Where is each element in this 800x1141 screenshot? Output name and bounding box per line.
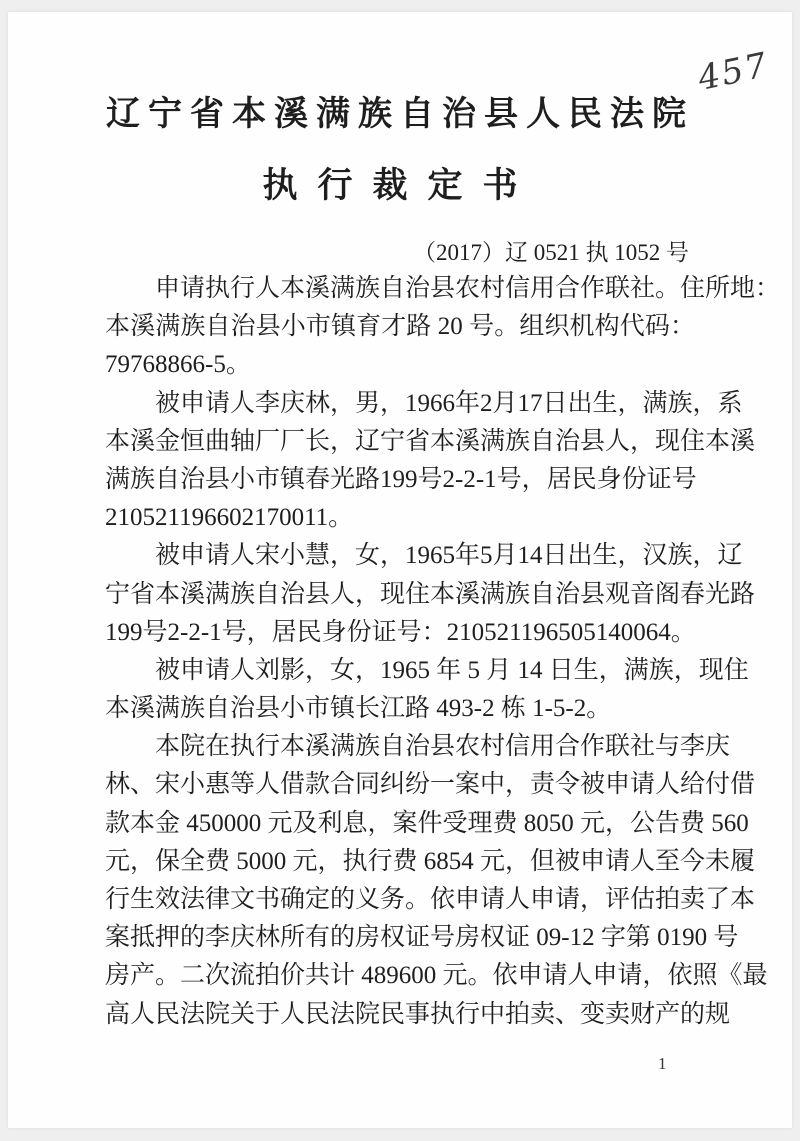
body-line: 本溪满族自治县小市镇育才路 20 号。组织机构代码： xyxy=(105,313,695,341)
handwritten-annotation: 457 xyxy=(694,45,773,99)
page-number: 1 xyxy=(658,1054,667,1073)
body-line: 本溪满族自治县小市镇长江路 493-2 栋 1-5-2。 xyxy=(105,695,612,723)
document-type-heading: 执行裁定书 xyxy=(262,166,538,205)
body-line: 被申请人宋小慧，女，1965年5月14日出生，汉族，辽 xyxy=(155,542,743,570)
court-name-heading: 辽宁省本溪满族自治县人民法院 xyxy=(106,96,694,133)
body-line: 本溪金恒曲轴厂厂长，辽宁省本溪满族自治县人，现住本溪 xyxy=(105,427,756,455)
body-line: 房产。二次流拍价共计 489600 元。依申请人申请，依照《最 xyxy=(105,962,768,990)
body-line: 199号2-2-1号，居民身份证号：210521196505140064。 xyxy=(105,618,696,646)
case-number: （2017）辽 0521 执 1052 号 xyxy=(413,240,689,265)
body-line: 行生效法律文书确定的义务。依申请人申请，评估拍卖了本 xyxy=(105,886,756,913)
body-line: 元，保全费 5000 元，执行费 6854 元，但被申请人至今未履 xyxy=(105,847,756,875)
body-line: 申请执行人本溪满族自治县农村信用合作联社。住所地： xyxy=(155,275,781,302)
body-line: 被申请人刘影，女，1965 年 5 月 14 日生，满族，现住 xyxy=(155,656,749,684)
body-line: 林、宋小惠等人借款合同纠纷一案中，责令被申请人给付借 xyxy=(105,771,756,799)
body-line: 本院在执行本溪满族自治县农村信用合作联社与李庆 xyxy=(155,733,731,761)
body-line: 宁省本溪满族自治县人，现住本溪满族自治县观音阁春光路 xyxy=(105,580,756,608)
body-line: 款本金 450000 元及利息，案件受理费 8050 元，公告费 560 xyxy=(105,809,749,837)
body-line: 79768866-5。 xyxy=(105,351,251,379)
document-body xyxy=(105,270,781,1034)
body-line: 210521196602170011。 xyxy=(105,504,354,532)
document-page xyxy=(8,12,792,1128)
body-line: 满族自治县小市镇春光路199号2-2-1号，居民身份证号 xyxy=(105,465,697,493)
body-line: 案抵押的李庆林所有的房权证号房权证 09-12 字第 0190 号 xyxy=(105,924,739,952)
body-line: 高人民法院关于人民法院民事执行中拍卖、变卖财产的规 xyxy=(105,1000,731,1028)
body-line: 被申请人李庆林，男，1966年2月17日出生，满族，系 xyxy=(155,389,743,417)
